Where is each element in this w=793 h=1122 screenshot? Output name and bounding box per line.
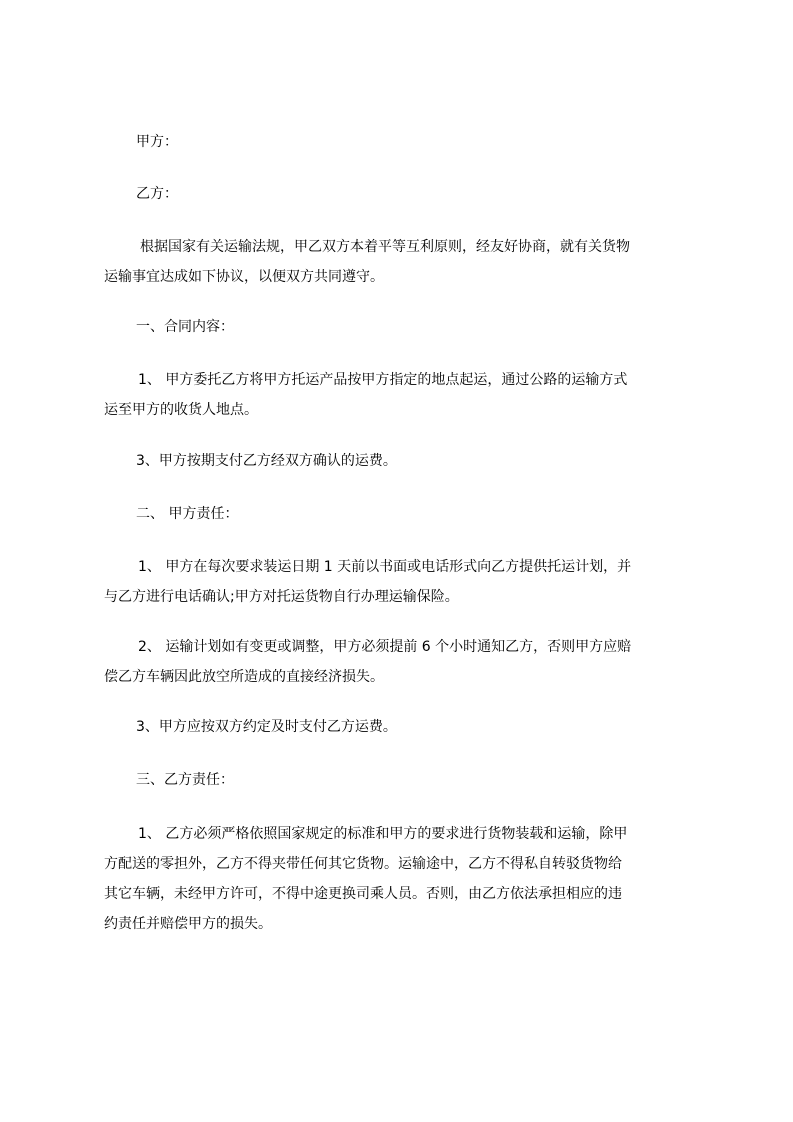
section-3-item-1 xyxy=(104,819,627,939)
section-3-item-1-line-4: 约责任并赔偿甲方的损失。 xyxy=(104,916,272,932)
section-1-heading: 一、合同内容： xyxy=(136,319,234,335)
section-1-item-1 xyxy=(104,365,627,425)
section-2-item-1 xyxy=(104,552,631,612)
section-3-heading: 三、乙方责任： xyxy=(136,772,234,788)
section-1-item-1-line-2: 运至甲方的收货人地点。 xyxy=(104,402,258,418)
section-2-item-1-line-2: 与乙方进行电话确认;甲方对托运货物自行办理运输保险。 xyxy=(104,589,459,605)
section-2-item-1-line-1: 1、 甲方在每次要求装运日期 1 天前以书面或电话形式向乙方提供托运计划，并 xyxy=(138,559,632,575)
intro-line-1: 根据国家有关运输法规，甲乙双方本着平等互利原则，经友好协商，就有关货物 xyxy=(140,239,630,255)
section-2-heading: 二、 甲方责任： xyxy=(136,506,239,522)
section-1-item-3: 3、甲方按期支付乙方经双方确认的运费。 xyxy=(136,453,397,469)
section-2-item-3: 3、甲方应按双方约定及时支付乙方运费。 xyxy=(136,719,397,735)
section-2-item-2 xyxy=(104,632,631,692)
section-2-item-2-line-1: 2、 运输计划如有变更或调整，甲方必须提前 6 个小时通知乙方，否则甲方应赔 xyxy=(138,639,632,655)
section-2-item-2-line-2: 偿乙方车辆因此放空所造成的直接经济损失。 xyxy=(104,669,384,685)
section-3-item-1-line-3: 其它车辆，未经甲方许可，不得中途更换司乘人员。否则，由乙方依法承担相应的违 xyxy=(104,886,622,902)
section-3-item-1-line-2: 方配送的零担外，乙方不得夹带任何其它货物。运输途中，乙方不得私自转驳货物给 xyxy=(104,856,622,872)
party-b-label: 乙方： xyxy=(136,186,178,202)
party-a-label: 甲方： xyxy=(136,134,178,150)
section-3-item-1-line-1: 1、 乙方必须严格依照国家规定的标准和甲方的要求进行货物装载和运输，除甲 xyxy=(138,826,628,842)
intro-paragraph xyxy=(104,232,630,292)
intro-line-2: 运输事宜达成如下协议，以便双方共同遵守。 xyxy=(104,269,384,285)
section-1-item-1-line-1: 1、 甲方委托乙方将甲方托运产品按甲方指定的地点起运，通过公路的运输方式 xyxy=(138,372,628,388)
